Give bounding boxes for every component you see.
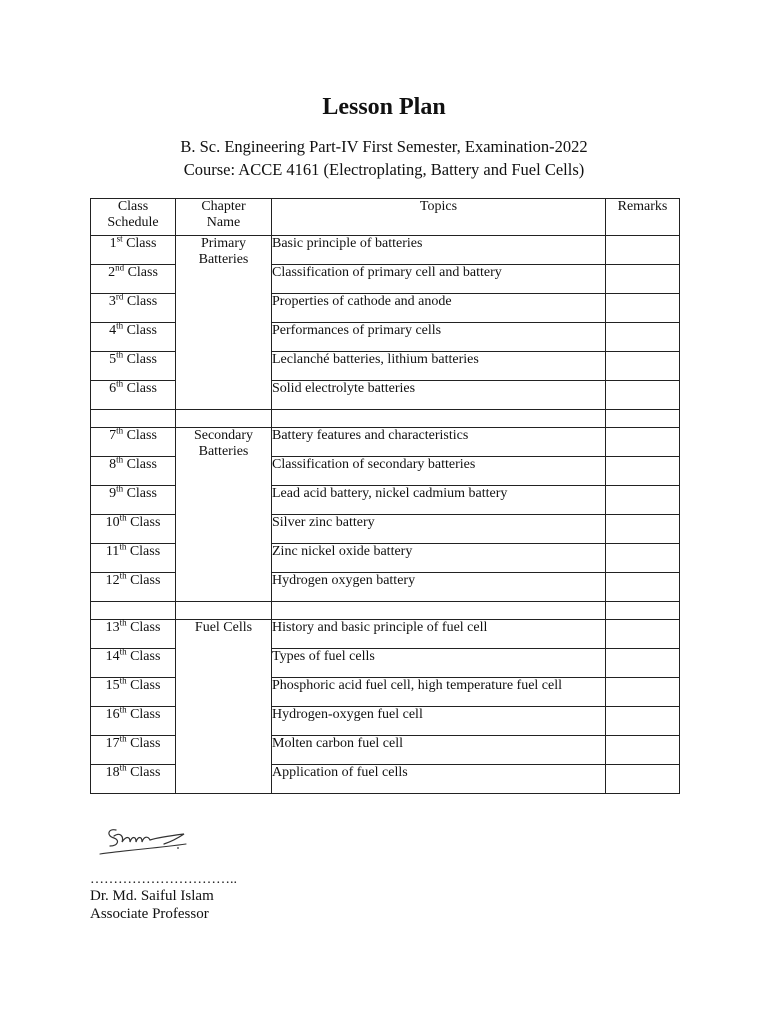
- class-schedule-cell: [91, 233, 176, 265]
- table-row: [91, 236, 680, 265]
- topic-cell: History and basic principle of fuel cell: [272, 620, 606, 649]
- class-label: Class: [126, 352, 157, 367]
- class-ordinal: th: [119, 762, 127, 773]
- class-number: 10: [105, 515, 120, 530]
- class-number: 12: [105, 573, 120, 588]
- class-number: 8: [109, 457, 117, 472]
- class-schedule-cell: [91, 570, 176, 602]
- class-ordinal: th: [116, 454, 124, 465]
- subtitle-program: B. Sc. Engineering Part-IV First Semester, Examination-2022: [180, 137, 588, 156]
- class-label: Class: [126, 428, 157, 443]
- topic-cell: Leclanché batteries, lithium batteries: [272, 352, 606, 381]
- subtitle-course: Course: ACCE 4161 (Electroplating, Battery and Fuel Cells): [183, 160, 585, 179]
- class-schedule-cell: [91, 349, 176, 381]
- remarks-cell: [606, 486, 680, 515]
- chapter-name-cell: [176, 236, 272, 410]
- class-number: 16: [105, 707, 120, 722]
- class-ordinal: th: [119, 704, 127, 715]
- class-schedule-cell: [91, 378, 176, 410]
- topic-cell: Application of fuel cells: [272, 765, 606, 794]
- class-number: 17: [105, 736, 120, 751]
- chapter-name-line1: Primary: [200, 236, 247, 251]
- class-label: Class: [130, 736, 161, 751]
- chapter-name-line2: Batteries: [198, 444, 249, 459]
- table-header-row: [91, 199, 680, 236]
- class-ordinal: th: [116, 320, 124, 331]
- remarks-cell: [606, 428, 680, 457]
- class-ordinal: th: [116, 349, 124, 360]
- class-schedule-cell: [91, 646, 176, 678]
- signature-icon: [98, 822, 190, 860]
- spacer-cell: [272, 602, 606, 620]
- class-ordinal: nd: [115, 262, 125, 273]
- header-class-schedule-line2: Schedule: [107, 215, 159, 230]
- class-label: Class: [130, 515, 161, 530]
- class-schedule-cell: [91, 425, 176, 457]
- class-schedule-cell: [91, 733, 176, 765]
- class-ordinal: th: [116, 483, 124, 494]
- header-chapter-name-line1: Chapter: [201, 199, 246, 214]
- class-schedule-cell: [91, 454, 176, 486]
- topic-cell: Silver zinc battery: [272, 515, 606, 544]
- spacer-cell: [606, 410, 680, 428]
- remarks-cell: [606, 236, 680, 265]
- class-label: Class: [130, 620, 161, 635]
- remarks-cell: [606, 352, 680, 381]
- topic-cell: Performances of primary cells: [272, 323, 606, 352]
- class-ordinal: th: [119, 541, 127, 552]
- spacer-cell: [176, 602, 272, 620]
- class-label: Class: [130, 678, 161, 693]
- class-number: 15: [105, 678, 120, 693]
- class-label: Class: [130, 765, 161, 780]
- signatory-name: Dr. Md. Saiful Islam: [90, 888, 214, 904]
- header-topics: Topics: [272, 199, 606, 236]
- class-ordinal: th: [119, 617, 127, 628]
- class-label: Class: [130, 649, 161, 664]
- class-schedule-cell: [91, 320, 176, 352]
- class-number: 4: [109, 323, 117, 338]
- spacer-cell: [91, 602, 176, 620]
- remarks-cell: [606, 515, 680, 544]
- class-schedule-cell: [91, 291, 176, 323]
- class-label: Class: [129, 544, 161, 559]
- spacer-cell: [176, 410, 272, 428]
- class-ordinal: th: [119, 733, 127, 744]
- class-number: 2: [108, 265, 116, 280]
- remarks-cell: [606, 265, 680, 294]
- table-row: [91, 428, 680, 457]
- chapter-name-cell: [176, 428, 272, 602]
- class-number: 13: [105, 620, 120, 635]
- remarks-cell: [606, 678, 680, 707]
- class-label: Class: [126, 323, 157, 338]
- topic-cell: Hydrogen-oxygen fuel cell: [272, 707, 606, 736]
- class-ordinal: th: [119, 512, 127, 523]
- header-class-schedule: [91, 199, 176, 236]
- chapter-name-line1: Secondary: [193, 428, 254, 443]
- class-number: 7: [109, 428, 117, 443]
- spacer-cell: [606, 602, 680, 620]
- class-label: Class: [130, 573, 161, 588]
- class-label: Class: [126, 294, 158, 309]
- class-label: Class: [126, 457, 157, 472]
- class-schedule-cell: [91, 483, 176, 515]
- topic-cell: Lead acid battery, nickel cadmium battery: [272, 486, 606, 515]
- chapter-name-line2: Batteries: [198, 252, 249, 267]
- topic-cell: Phosphoric acid fuel cell, high temperature fuel cell: [272, 678, 606, 707]
- header-class-schedule-line1: Class: [117, 199, 149, 214]
- class-ordinal: th: [116, 425, 124, 436]
- class-schedule-cell: [91, 541, 176, 573]
- class-number: 18: [105, 765, 120, 780]
- class-number: 5: [109, 352, 117, 367]
- remarks-cell: [606, 765, 680, 794]
- remarks-cell: [606, 294, 680, 323]
- class-number: 6: [109, 381, 117, 396]
- remarks-cell: [606, 323, 680, 352]
- class-schedule-cell: [91, 617, 176, 649]
- header-remarks: Remarks: [606, 199, 680, 236]
- signature-line: …………………………..: [90, 872, 237, 887]
- topic-cell: Solid electrolyte batteries: [272, 381, 606, 410]
- chapter-name-line1: Fuel Cells: [194, 620, 253, 635]
- class-label: Class: [126, 236, 157, 251]
- class-label: Class: [130, 707, 161, 722]
- class-ordinal: th: [119, 675, 127, 686]
- header-chapter-name: [176, 199, 272, 236]
- class-label: Class: [126, 381, 157, 396]
- topic-cell: Properties of cathode and anode: [272, 294, 606, 323]
- header-chapter-name-line2: Name: [206, 215, 241, 230]
- remarks-cell: [606, 457, 680, 486]
- class-schedule-cell: [91, 512, 176, 544]
- spacer-cell: [272, 410, 606, 428]
- class-ordinal: st: [116, 233, 123, 244]
- class-number: 11: [105, 544, 120, 559]
- topic-cell: Classification of secondary batteries: [272, 457, 606, 486]
- class-ordinal: th: [116, 378, 124, 389]
- spacer-row: [91, 602, 680, 620]
- spacer-cell: [91, 410, 176, 428]
- page-title: Lesson Plan: [322, 94, 446, 120]
- topic-cell: Molten carbon fuel cell: [272, 736, 606, 765]
- class-ordinal: th: [119, 646, 127, 657]
- signatory-designation: Associate Professor: [90, 906, 209, 922]
- class-label: Class: [127, 265, 158, 280]
- spacer-row: [91, 410, 680, 428]
- topic-cell: Zinc nickel oxide battery: [272, 544, 606, 573]
- topic-cell: Hydrogen oxygen battery: [272, 573, 606, 602]
- remarks-cell: [606, 573, 680, 602]
- class-number: 3: [108, 294, 116, 309]
- remarks-cell: [606, 649, 680, 678]
- class-ordinal: rd: [115, 291, 124, 302]
- class-ordinal: th: [119, 570, 127, 581]
- class-schedule-cell: [91, 675, 176, 707]
- remarks-cell: [606, 736, 680, 765]
- topic-cell: Types of fuel cells: [272, 649, 606, 678]
- topic-cell: Battery features and characteristics: [272, 428, 606, 457]
- chapter-name-cell: [176, 620, 272, 794]
- remarks-cell: [606, 620, 680, 649]
- class-number: 9: [109, 486, 117, 501]
- lesson-plan-table: [90, 198, 680, 794]
- class-label: Class: [126, 486, 157, 501]
- topic-cell: Basic principle of batteries: [272, 236, 606, 265]
- class-schedule-cell: [91, 762, 176, 794]
- table-body: [91, 233, 680, 794]
- class-schedule-cell: [91, 704, 176, 736]
- remarks-cell: [606, 544, 680, 573]
- remarks-cell: [606, 381, 680, 410]
- class-number: 14: [105, 649, 120, 664]
- remarks-cell: [606, 707, 680, 736]
- topic-cell: Classification of primary cell and battery: [272, 265, 606, 294]
- table-row: [91, 620, 680, 649]
- class-number: 1: [109, 236, 117, 251]
- class-schedule-cell: [91, 262, 176, 294]
